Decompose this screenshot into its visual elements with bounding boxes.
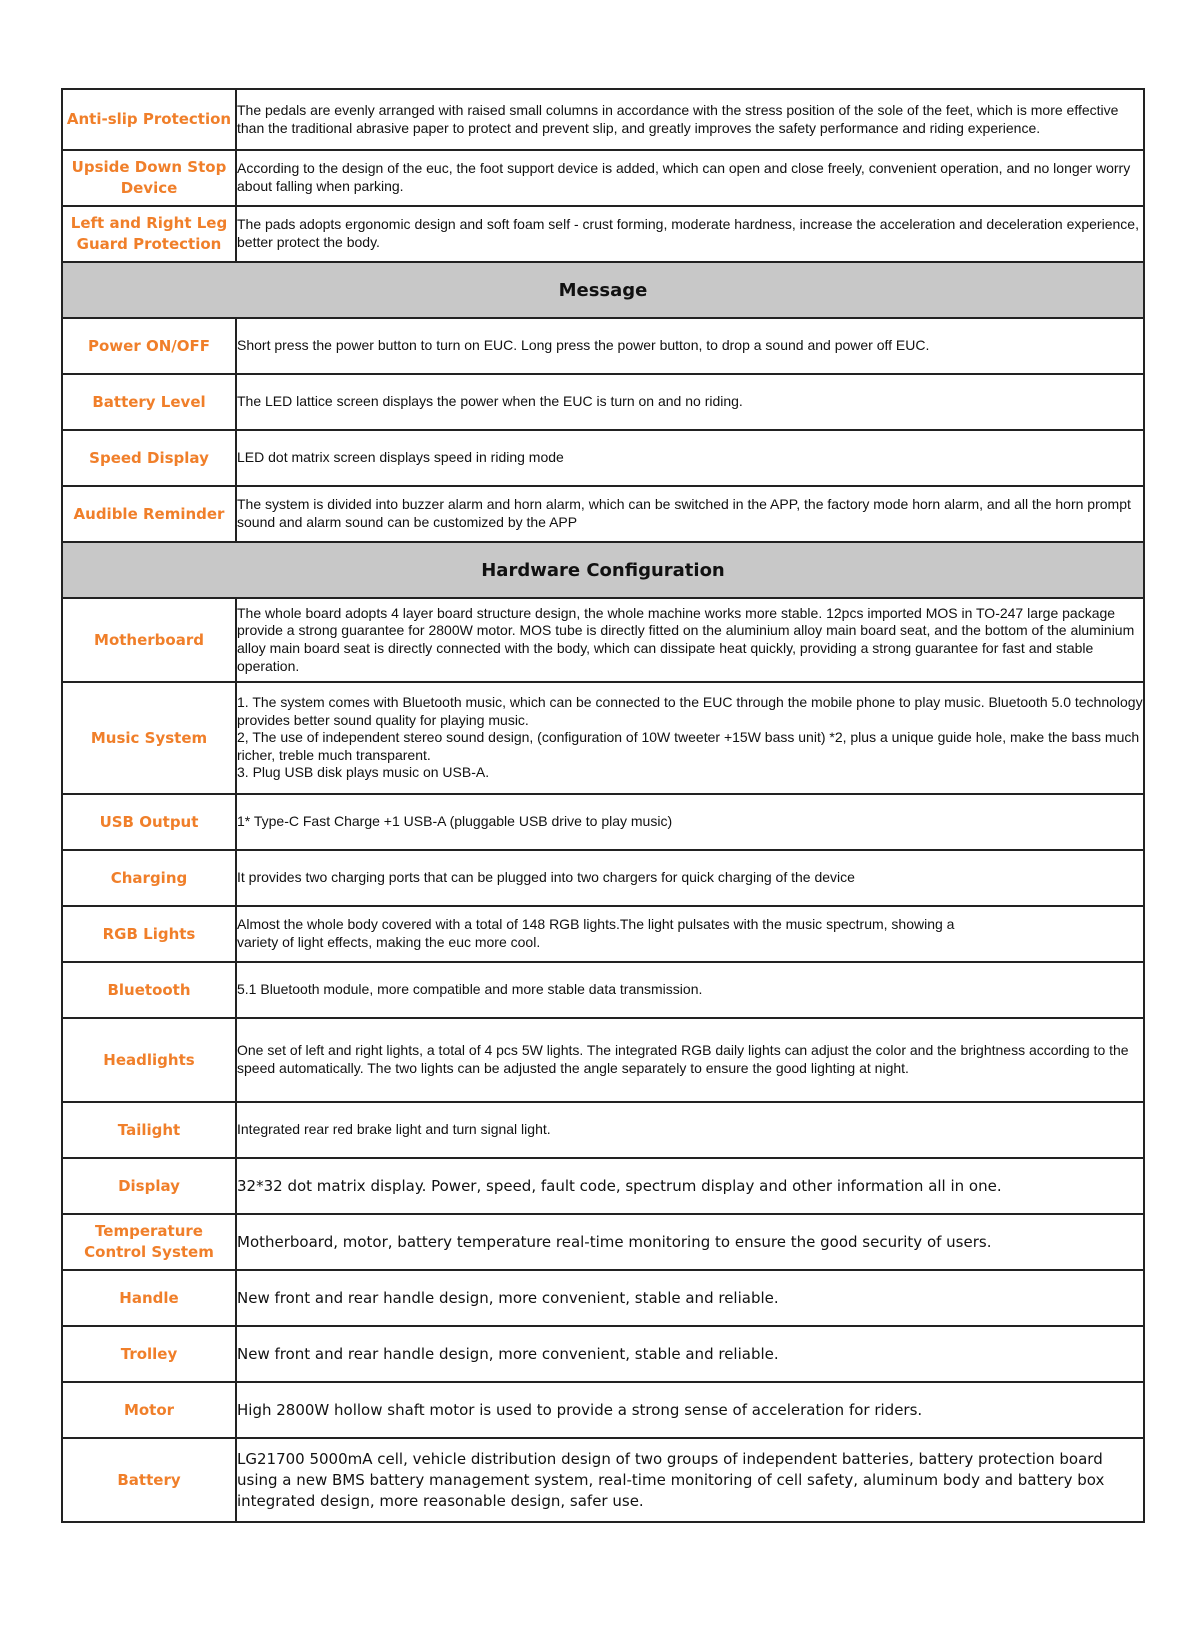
- spec-row: [62, 89, 1144, 150]
- spec-description: 5.1 Bluetooth module, more compatible and more stable data transmission.: [236, 962, 1144, 1018]
- section-title: Hardware Configuration: [62, 542, 1144, 598]
- spec-row: [62, 1270, 1144, 1326]
- spec-label: Battery: [62, 1438, 236, 1522]
- spec-description: 1* Type-C Fast Charge +1 USB-A (pluggable USB drive to play music): [236, 794, 1144, 850]
- spec-label: Display: [62, 1158, 236, 1214]
- spec-description: The whole board adopts 4 layer board structure design, the whole machine works more stable. 12pcs imported MOS in TO-247 large package provide a strong guarantee for 2800W motor. MOS tube is directly fitted on the aluminium alloy main board seat, and the bottom of the aluminium alloy main board seat is directly connected with the body, which can dissipate heat quickly, providing a strong guarantee for fast and stable operation.: [236, 598, 1144, 682]
- spec-label: Headlights: [62, 1018, 236, 1102]
- spec-label: Temperature Control System: [62, 1214, 236, 1270]
- spec-row: [62, 906, 1144, 962]
- spec-table-body: [62, 89, 1144, 1522]
- spec-description: LG21700 5000mA cell, vehicle distribution design of two groups of independent batteries, battery protection board using a new BMS battery management system, real-time monitoring of cell safety, aluminum body and battery box integrated design, more reasonable design, safer use.: [236, 1438, 1144, 1522]
- spec-row: [62, 1326, 1144, 1382]
- spec-row: [62, 430, 1144, 486]
- spec-description: Almost the whole body covered with a total of 148 RGB lights.The light pulsates with the music spectrum, showing a variety of light effects, making the euc more cool.: [236, 906, 1144, 962]
- spec-row: [62, 1214, 1144, 1270]
- spec-label: USB Output: [62, 794, 236, 850]
- spec-description: High 2800W hollow shaft motor is used to provide a strong sense of acceleration for riders.: [236, 1382, 1144, 1438]
- spec-label: Motherboard: [62, 598, 236, 682]
- spec-label: Power ON/OFF: [62, 318, 236, 374]
- spec-label: Anti-slip Protection: [62, 89, 236, 150]
- spec-row: [62, 1102, 1144, 1158]
- spec-label: Motor: [62, 1382, 236, 1438]
- spec-label: Handle: [62, 1270, 236, 1326]
- spec-description: LED dot matrix screen displays speed in riding mode: [236, 430, 1144, 486]
- spec-description: It provides two charging ports that can be plugged into two chargers for quick charging of the device: [236, 850, 1144, 906]
- spec-label: Audible Reminder: [62, 486, 236, 542]
- spec-row: [62, 374, 1144, 430]
- spec-label: Battery Level: [62, 374, 236, 430]
- spec-description: According to the design of the euc, the foot support device is added, which can open and close freely, convenient operation, and no longer worry about falling when parking.: [236, 150, 1144, 206]
- spec-row: [62, 850, 1144, 906]
- spec-description: Integrated rear red brake light and turn signal light.: [236, 1102, 1144, 1158]
- spec-row: [62, 962, 1144, 1018]
- spec-row: [62, 598, 1144, 682]
- spec-row: [62, 1018, 1144, 1102]
- spec-label: Bluetooth: [62, 962, 236, 1018]
- spec-description: New front and rear handle design, more convenient, stable and reliable.: [236, 1326, 1144, 1382]
- spec-row: [62, 1158, 1144, 1214]
- spec-description: 32*32 dot matrix display. Power, speed, fault code, spectrum display and other information all in one.: [236, 1158, 1144, 1214]
- spec-label: Speed Display: [62, 430, 236, 486]
- spec-row: [62, 486, 1144, 542]
- spec-label: Music System: [62, 682, 236, 794]
- section-header-row: [62, 262, 1144, 318]
- spec-label: Tailight: [62, 1102, 236, 1158]
- spec-label: Trolley: [62, 1326, 236, 1382]
- spec-row: [62, 318, 1144, 374]
- spec-description: Motherboard, motor, battery temperature real-time monitoring to ensure the good security of users.: [236, 1214, 1144, 1270]
- spec-label: Left and Right Leg Guard Protection: [62, 206, 236, 262]
- section-header-row: [62, 542, 1144, 598]
- spec-row: [62, 1438, 1144, 1522]
- spec-label: Upside Down Stop Device: [62, 150, 236, 206]
- spec-row: [62, 1382, 1144, 1438]
- spec-description: The LED lattice screen displays the power when the EUC is turn on and no riding.: [236, 374, 1144, 430]
- spec-row: [62, 682, 1144, 794]
- spec-description: The pedals are evenly arranged with raised small columns in accordance with the stress position of the sole of the feet, which is more effective than the traditional abrasive paper to protect and prevent slip, and greatly improves the safety performance and riding experience.: [236, 89, 1144, 150]
- spec-row: [62, 150, 1144, 206]
- spec-description: The system is divided into buzzer alarm and horn alarm, which can be switched in the APP, the factory mode horn alarm, and all the horn prompt sound and alarm sound can be customized by the APP: [236, 486, 1144, 542]
- spec-label: RGB Lights: [62, 906, 236, 962]
- spec-table: [61, 88, 1145, 1523]
- spec-description: Short press the power button to turn on EUC. Long press the power button, to drop a sound and power off EUC.: [236, 318, 1144, 374]
- spec-description: New front and rear handle design, more convenient, stable and reliable.: [236, 1270, 1144, 1326]
- spec-row: [62, 794, 1144, 850]
- spec-row: [62, 206, 1144, 262]
- spec-label: Charging: [62, 850, 236, 906]
- section-title: Message: [62, 262, 1144, 318]
- spec-description: 1. The system comes with Bluetooth music, which can be connected to the EUC through the mobile phone to play music. Bluetooth 5.0 technology provides better sound quality for playing music. 2, The use of independent stereo sound design, (configuration of 10W tweeter +15W bass unit) *2, plus a unique guide hole, make the bass much richer, treble much transparent. 3. Plug USB disk plays music on USB-A.: [236, 682, 1144, 794]
- spec-description: The pads adopts ergonomic design and soft foam self - crust forming, moderate hardness, increase the acceleration and deceleration experience, better protect the body.: [236, 206, 1144, 262]
- spec-description: One set of left and right lights, a total of 4 pcs 5W lights. The integrated RGB daily lights can adjust the color and the brightness according to the speed automatically. The two lights can be adjusted the angle separately to ensure the good lighting at night.: [236, 1018, 1144, 1102]
